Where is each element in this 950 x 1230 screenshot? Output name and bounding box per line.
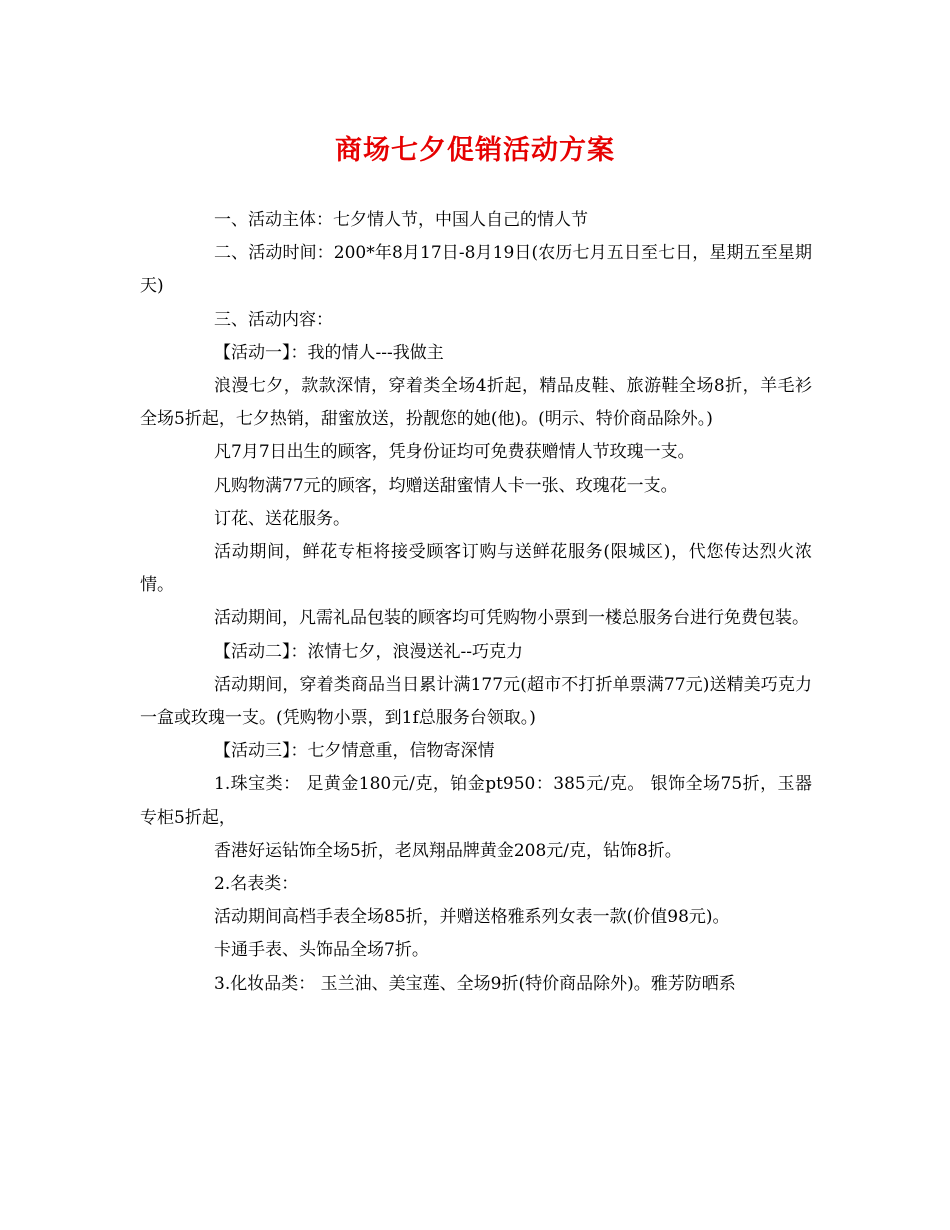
document-body: [140, 204, 812, 1001]
paragraph-gift-wrapping: 活动期间，凡需礼品包装的顾客均可凭购物小票到一楼总服务台进行免费包装。: [214, 608, 809, 629]
document-title: 商场七夕促销活动方案: [335, 135, 615, 166]
paragraph-activity-one-heading: 【活动一】：我的情人---我做主: [214, 342, 444, 363]
paragraph-activity-content-heading: 三、活动内容：: [214, 309, 333, 330]
paragraph-activity-one-discounts: 浪漫七夕，款款深情，穿着类全场4折起，精品皮鞋、旅游鞋全场8折，羊毛衫全场5折起，七夕热销，甜蜜放送，扮靓您的她(他)。(明示、特价商品除外。): [140, 376, 812, 430]
paragraph-flower-delivery: 活动期间，鲜花专柜将接受顾客订购与送鲜花服务(限城区)，代您传达烈火浓情。: [140, 542, 812, 596]
paragraph-watches-heading: 2.名表类：: [214, 874, 299, 895]
paragraph-chocolate-gift: 活动期间，穿着类商品当日累计满177元(超市不打折单票满77元)送精美巧克力一盒或玫瑰一支。(凭购物小票，到1f总服务台领取。): [140, 674, 812, 729]
paragraph-activity-time: 二、活动时间：200*年8月17日-8月19日(农历七月五日至七日，星期五至星期天): [140, 243, 812, 297]
paragraph-activity-subject: 一、活动主体：七夕情人节，中国人自己的情人节: [214, 210, 588, 230]
paragraph-luxury-watches: 活动期间高档手表全场85折，并赠送格雅系列女表一款(价值98元)。: [214, 907, 730, 928]
paragraph-cartoon-watches: 卡通手表、头饰品全场7折。: [214, 940, 429, 961]
paragraph-cosmetics: 3.化妆品类： 玉兰油、美宝莲、全场9折(特价商品除外)。雅芳防晒系: [214, 973, 736, 994]
paragraph-purchase-gift: 凡购物满77元的顾客，均赠送甜蜜情人卡一张、玫瑰花一支。: [214, 475, 678, 496]
paragraph-activity-two-heading: 【活动二】：浓情七夕，浪漫送礼--巧克力: [214, 641, 523, 662]
paragraph-flower-service: 订花、送花服务。: [214, 508, 350, 529]
paragraph-activity-three-heading: 【活动三】：七夕情意重，信物寄深情: [214, 741, 495, 762]
paragraph-birthday-rose: 凡7月7日出生的顾客，凭身份证均可免费获赠情人节玫瑰一支。: [214, 442, 695, 463]
paragraph-diamond-gold: 香港好运钻饰全场5折，老凤翔品牌黄金208元/克，钻饰8折。: [214, 840, 682, 861]
paragraph-jewelry: 1.珠宝类： 足黄金180元/克，铂金pt950：385元/克。 银饰全场75折，玉器专柜5折起，: [140, 774, 812, 828]
